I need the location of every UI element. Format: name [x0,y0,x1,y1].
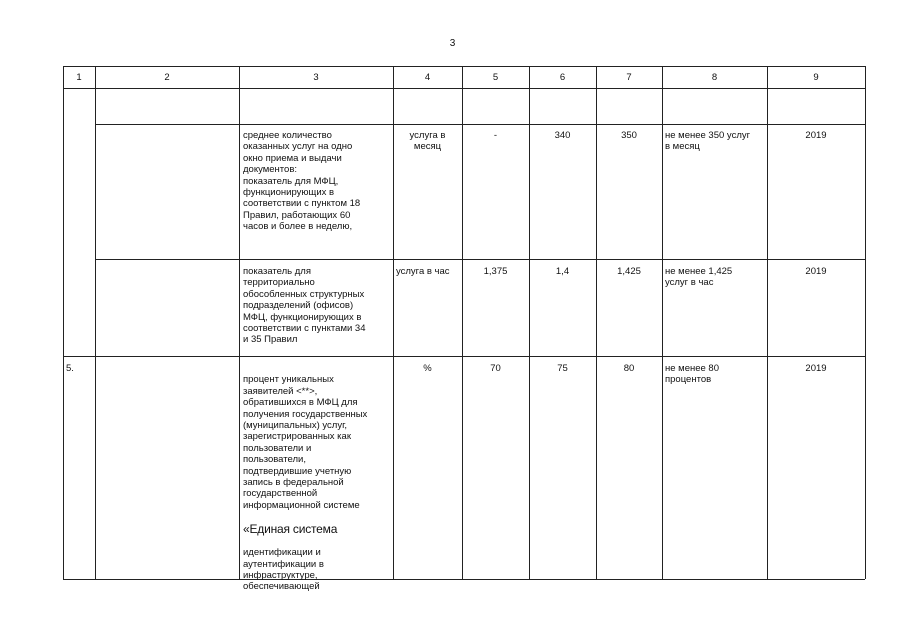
indicator-description [243,363,393,604]
unit-cell: % [423,363,432,374]
target-cell: не менее 1,425 услуг в час [665,266,733,289]
value-cell: 75 [557,363,568,374]
value-cell: 70 [490,363,501,374]
column-border [662,66,663,579]
column-border [767,66,768,579]
column-header: 8 [711,72,718,83]
page-number: 3 [449,38,456,49]
row-divider [95,124,865,125]
value-cell: 1,425 [617,266,641,277]
year-cell: 2019 [805,363,827,374]
column-border [865,66,866,579]
value-cell: - [493,130,498,141]
column-header: 3 [313,72,319,83]
target-cell: не менее 350 услуг в месяц [665,130,751,153]
column-header: 5 [492,72,499,83]
column-header: 6 [559,72,566,83]
target-cell: не менее 80 процентов [665,363,720,386]
column-header: 2 [164,72,170,83]
column-border [63,66,64,579]
row-divider [63,356,865,357]
row-divider [95,259,865,260]
description-text: процент уникальных заявителей <**>, обратившихся в МФЦ для получения государственных (муниципальных) услуг, зарегистрированных как пользователи и пользователи, подтвердившие учетную запись в федеральной государственной информационной системе [243,374,368,511]
header-bottom-border [63,88,865,89]
value-cell: 80 [623,363,635,374]
value-cell: 1,4 [555,266,570,277]
unit-cell: услуга в час [396,266,450,277]
table-bottom-border [63,579,865,580]
column-header: 4 [424,72,431,83]
column-header: 7 [626,72,632,83]
column-border [462,66,463,579]
indicator-description: показатель для территориально обособленных структурных подразделений (офисов) МФЦ, функционирующих в соответствии с пунктами 34 и 35 Правил [243,266,366,346]
value-cell: 350 [621,130,637,141]
description-tail: идентификации и аутентификации в инфраструктуре, обеспечивающей [243,547,324,593]
indicator-description: среднее количество оказанных услуг на одно окно приема и выдачи документов: показатель для МФЦ, функционирующих в соответствии с пунктом 18 Правил, работающих 60 часов и более в неделю, [243,130,361,233]
year-cell: 2019 [805,266,827,277]
column-border [239,66,240,579]
column-header: 9 [813,72,819,83]
value-cell: 340 [554,130,571,141]
value-cell: 1,375 [483,266,508,277]
column-border [596,66,597,579]
table-top-border [63,66,865,67]
row-number: 5. [66,363,74,374]
year-cell: 2019 [805,130,827,141]
unit-cell: услуга в месяц [409,130,446,153]
description-emphasis: «Единая система [243,521,338,536]
column-border [95,66,96,579]
column-border [529,66,530,579]
column-header: 1 [76,72,82,83]
